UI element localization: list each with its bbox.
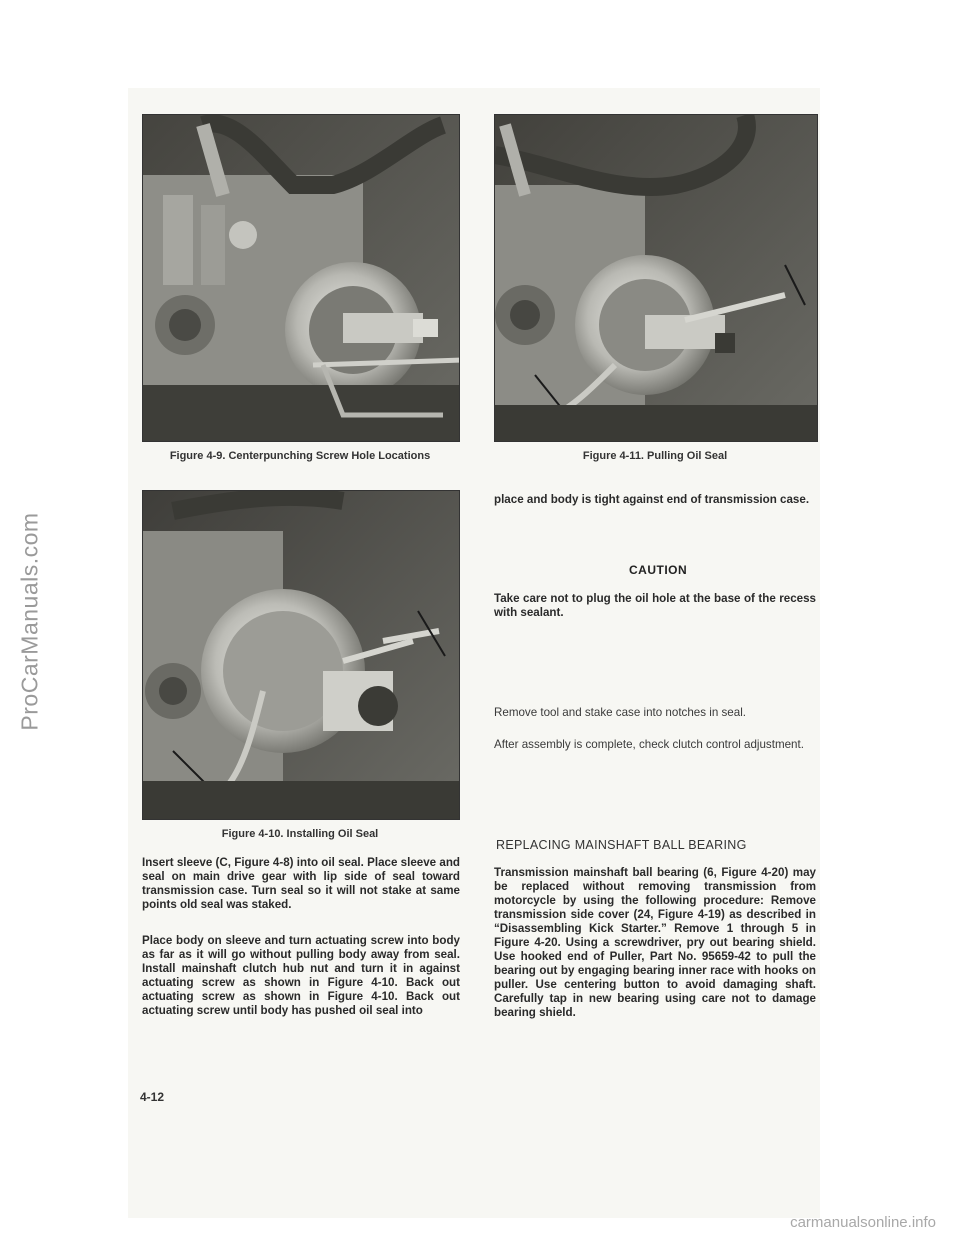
figure-4-11-photo — [494, 114, 818, 442]
side-watermark — [0, 0, 60, 1242]
paragraph-remove-tool: Remove tool and stake case into notches in seal. — [494, 706, 746, 719]
paragraph-mainshaft-bearing: Transmission mainshaft ball bearing (6, Figure 4-20) may be replaced without removing transmission from motorcycle by using the following procedure: Remove transmission side cover (24, Figure 4-19) as described in “Disassembling Kick Starter.” Remove 1 through 5 in Figure 4-20. Using a screwdriver, pry out bearing shield. Use hooked end of Puller, Part No. 95659-42 to pull the bearing out by engaging bearing inner race with hooks on puller. Use centering button to avoid damaging shaft. Carefully tap in new bearing using care not to damage bearing shield. — [494, 866, 816, 1019]
paragraph-after-assembly: After assembly is complete, check clutch control adjustment. — [494, 738, 804, 751]
left-paragraph-insert-sleeve: Insert sleeve (C, Figure 4-8) into oil seal. Place sleeve and seal on main drive gear with lip side of seal toward transmission case. Turn seal so it will not stake at same points old seal was staked. — [142, 856, 460, 911]
figure-4-9-photo — [142, 114, 460, 442]
figure-4-10-caption: Figure 4-10. Installing Oil Seal — [221, 828, 379, 840]
figure-4-11-caption: Figure 4-11. Pulling Oil Seal — [582, 450, 728, 462]
figure-4-9-caption: Figure 4-9. Centerpunching Screw Hole Locations — [169, 450, 431, 462]
caution-heading: CAUTION — [629, 563, 688, 577]
right-paragraph-continued: place and body is tight against end of transmission case. — [494, 493, 810, 506]
left-paragraph-place-body: Place body on sleeve and turn actuating screw into body as far as it will go without pulling body away from seal. Install mainshaft clutch hub nut and turn it in against actuating screw as shown in Figure 4-10. Back out actuating screw as shown in Figure 4-10. Back out actuating screw until body has pushed oil seal into — [142, 934, 460, 1017]
page-number: 4-12 — [140, 1090, 165, 1104]
side-watermark-text: ProCarManuals.com — [16, 511, 43, 731]
footer-watermark: carmanualsonline.info — [790, 1214, 936, 1231]
caution-text: Take care not to plug the oil hole at the base of the recess with sealant. — [494, 592, 816, 619]
section-heading-mainshaft-bearing: REPLACING MAINSHAFT BALL BEARING — [496, 838, 747, 852]
figure-4-10-photo — [142, 490, 460, 820]
